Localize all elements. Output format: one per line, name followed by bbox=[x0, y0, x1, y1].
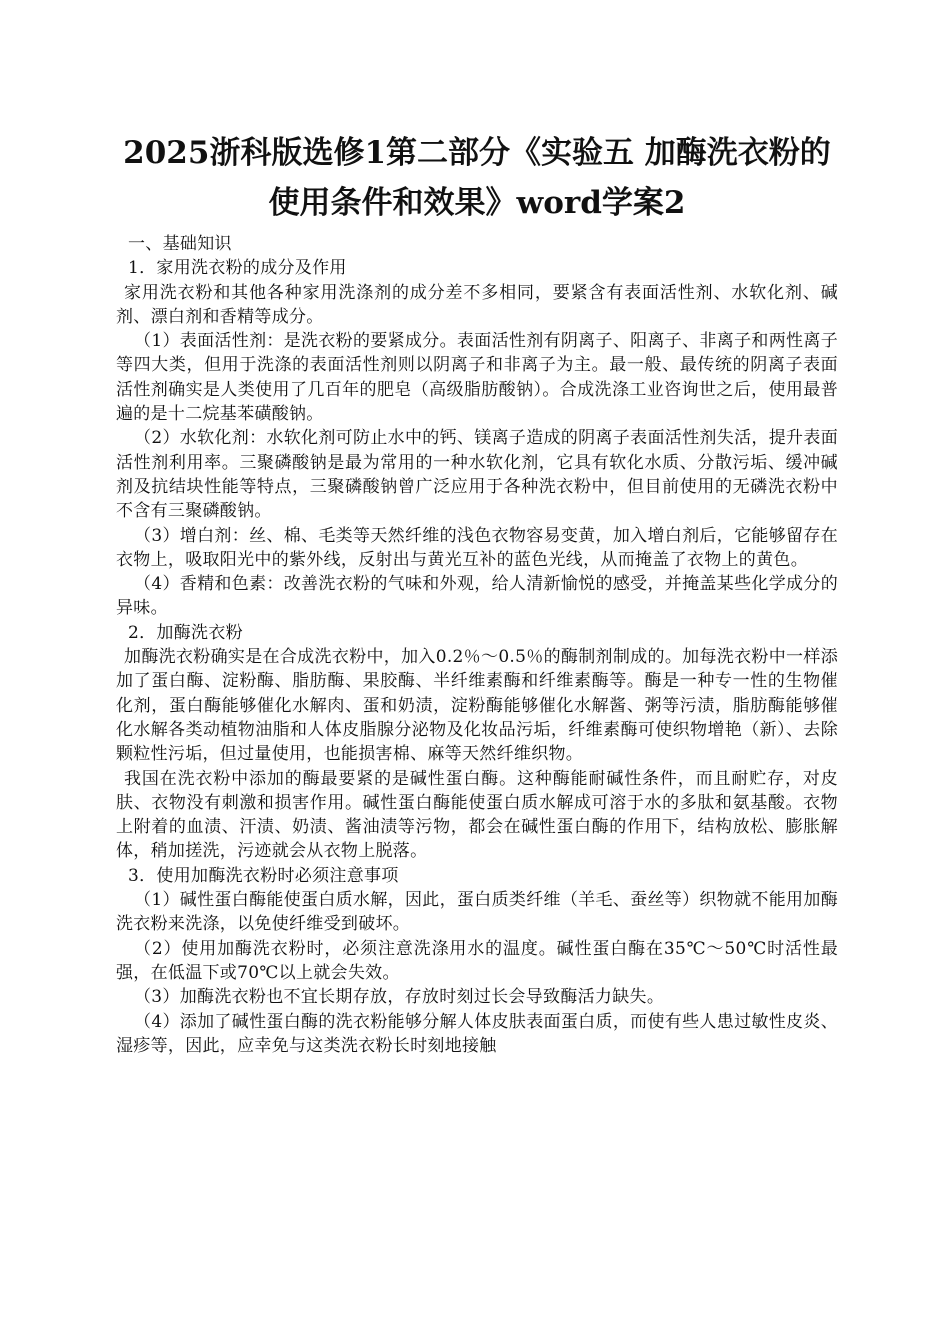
document-page bbox=[116, 128, 838, 1058]
paragraph-enzyme-detergent: 加酶洗衣粉确实是在合成洗衣粉中，加入0.2％～0.5％的酶制剂制成的。加每洗衣粉中一样添加了蛋白酶、淀粉酶、脂肪酶、果胶酶、半纤维素酶和纤维素酶等。酶是一种专一性的生物催化剂，蛋白酶能够催化水解肉、蛋和奶渍，淀粉酶能够催化水解酱、粥等污渍，脂肪酶能够催化水解各类动植物油脂和人体皮脂腺分泌物及化妆品污垢，纤维素酶可使织物增艳（新）、去除颗粒性污垢，但过量使用，也能损害棉、麻等天然纤维织物。 bbox=[116, 647, 838, 765]
paragraph-note-2: （2）使用加酶洗衣粉时，必须注意洗涤用水的温度。碱性蛋白酶在35℃～50℃时活性最强，在低温下或70℃以上就会失效。 bbox=[116, 938, 838, 983]
paragraph-fragrance: （4）香精和色素：改善洗衣粉的气味和外观，给人清新愉悦的感受，并掩盖某些化学成分的异味。 bbox=[116, 574, 838, 619]
paragraph-intro: 家用洗衣粉和其他各种家用洗涤剂的成分差不多相同，要紧含有表面活性剂、水软化剂、碱剂、漂白剂和香精等成分。 bbox=[116, 282, 838, 327]
paragraph-surfactant: （1）表面活性剂：是洗衣粉的要紧成分。表面活性剂有阴离子、阳离子、非离子和两性离子等四大类，但用于洗涤的表面活性剂则以阴离子和非离子为主。最一般、最传统的阴离子表面活性剂确实是人类使用了几百年的肥皂（高级脂肪酸钠）。合成洗涤工业咨询世之后，使用最普遍的是十二烷基苯磺酸钠。 bbox=[116, 331, 838, 425]
subsection-heading-3: 3．使用加酶洗衣粉时必须注意事项 bbox=[128, 865, 399, 886]
paragraph-note-1: （1）碱性蛋白酶能使蛋白质水解，因此，蛋白质类纤维（羊毛、蚕丝等）织物就不能用加酶洗衣粉来洗涤，以免使纤维受到破坏。 bbox=[116, 890, 838, 935]
paragraph-water-softener: （2）水软化剂：水软化剂可防止水中的钙、镁离子造成的阴离子表面活性剂失活，提升表面活性剂利用率。三聚磷酸钠是最为常用的一种水软化剂，它具有软化水质、分散污垢、缓冲碱剂及抗结块性能等特点，三聚磷酸钠曾广泛应用于各种洗衣粉中，但目前使用的无磷洗衣粉中不含有三聚磷酸钠。 bbox=[116, 428, 838, 522]
paragraph-alkaline-protease: 我国在洗衣粉中添加的酶最要紧的是碱性蛋白酶。这种酶能耐碱性条件，而且耐贮存，对皮肤、衣物没有刺激和损害作用。碱性蛋白酶能使蛋白质水解成可溶于水的多肽和氨基酸。衣物上附着的血渍、汗渍、奶渍、酱油渍等污物，都会在碱性蛋白酶的作用下，结构放松、膨胀解体，稍加搓洗，污迹就会从衣物上脱落。 bbox=[116, 768, 838, 862]
section-heading: 一、基础知识 bbox=[128, 234, 232, 254]
document-title: 2025浙科版选修1第二部分《实验五 加酶洗衣粉的使用条件和效果》word学案2 bbox=[123, 135, 831, 221]
paragraph-brightener: （3）增白剂：丝、棉、毛类等天然纤维的浅色衣物容易变黄，加入增白剂后，它能够留存在衣物上，吸取阳光中的紫外线，反射出与黄光互补的蓝色光线，从而掩盖了衣物上的黄色。 bbox=[116, 525, 838, 570]
subsection-heading-2: 2．加酶洗衣粉 bbox=[128, 622, 243, 643]
paragraph-note-3: （3）加酶洗衣粉也不宜长期存放，存放时刻过长会导致酶活力缺失。 bbox=[134, 987, 665, 1008]
paragraph-note-4: （4）添加了碱性蛋白酶的洗衣粉能够分解人体皮肤表面蛋白质，而使有些人患过敏性皮炎、湿疹等，因此，应幸免与这类洗衣粉长时刻地接触 bbox=[116, 1011, 838, 1056]
subsection-heading-1: 1．家用洗衣粉的成分及作用 bbox=[128, 258, 347, 279]
